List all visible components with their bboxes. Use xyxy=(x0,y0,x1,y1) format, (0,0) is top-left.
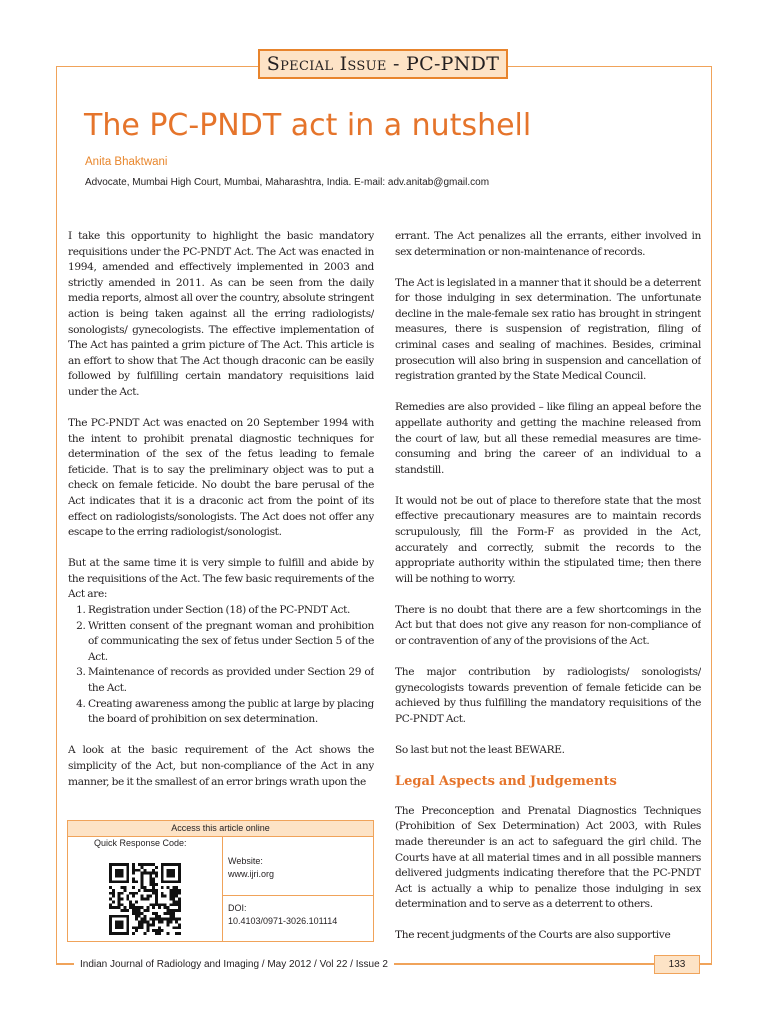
doi-cell xyxy=(222,895,374,941)
page-footer xyxy=(56,955,712,974)
qr-label: Quick Response Code: xyxy=(94,838,187,848)
left-column xyxy=(68,229,374,814)
access-box-heading: Access this article online xyxy=(68,821,373,837)
body-paragraph: The major contribution by radiologists/ sonologists/ gynecologists towards prevention of female feticide can be achieved by thus fulfilling the mandatory requisitions of the PC-PNDT Act. xyxy=(395,666,701,725)
body-paragraph: The Act is legislated in a manner that it should be a deterrent for those indulging in sex determination. The unfortunate decline in the male-female sex ratio has brought in stringent measures, there is suspension of registration, filing of criminal cases and sealing of machines. Besides, criminal prosecution will also bring in suspension and cancellation of registration granted by the State Medical Council. xyxy=(395,276,701,383)
body-paragraph: Remedies are also provided – like filing an appeal before the appellate authority and getting the machine released from the court of law, but all these remedial measures are time-consuming and bring the career of an individual to a standstill. xyxy=(395,401,701,476)
body-paragraph: The PC-PNDT Act was enacted on 20 September 1994 with the intent to prohibit prenatal diagnostic techniques for determination of the sex of the fetus leading to female feticide. That is to say the preliminary object was to put a check on female feticide. No doubt the bare perusal of the Act indicates that it is a draconic act from the point of its effect on radiologists/sonologists. The Act does not offer any escape to the erring radiologist/sonologist. xyxy=(68,417,374,539)
body-paragraph: The Preconception and Prenatal Diagnostics Techniques (Prohibition of Sex Determination) Act 2003, with Rules made thereunder is an act to safeguard the girl child. The Courts have at all material times and in all possible manners delivered judgments indicating therefore that the PC-PNDT Act is actually a whip to penalize those indulging in sex determination and to serve as a deterrent to others. xyxy=(395,804,701,911)
requirements-list xyxy=(68,603,374,728)
body-paragraph: It would not be out of place to therefore state that the most effective precautionary measures are to maintain records scrupulously, fill the Form-F as provided in the Act, accurately and correctly, submit the records to the appropriate authority within the stipulated time; then there will be nothing to worry. xyxy=(395,494,701,585)
body-paragraph: errant. The Act penalizes all the errants, either involved in sex determination or non-maintenance of records. xyxy=(395,230,701,258)
journal-citation: Indian Journal of Radiology and Imaging / May 2012 / Vol 22 / Issue 2 xyxy=(74,955,394,974)
access-article-box xyxy=(67,820,374,942)
author-affiliation: Advocate, Mumbai High Court, Mumbai, Maharashtra, India. E-mail: adv.anitab@gmail.com xyxy=(85,177,490,188)
author-name: Anita Bhaktwani xyxy=(85,156,168,168)
body-paragraph: There is no doubt that there are a few shortcomings in the Act but that does not give any reason for non-compliance of or contravention of any of the provisions of the Act. xyxy=(395,603,701,648)
qr-code-icon[interactable] xyxy=(109,863,181,935)
page-number: 133 xyxy=(654,955,700,974)
body-paragraph: But at the same time it is very simple to fulfill and abide by the requisitions of the Act. The few basic requirements of the Act are: xyxy=(68,557,374,601)
body-paragraph: A look at the basic requirement of the Act shows the simplicity of the Act, but non-compliance of the Act in any manner, be it the smallest of an error brings wrath upon the xyxy=(68,744,374,788)
article-title: The PC-PNDT act in a nutshell xyxy=(84,108,532,143)
section-heading: Legal Aspects and Judgements xyxy=(395,774,617,790)
body-paragraph: The recent judgments of the Courts are also supportive xyxy=(395,929,671,942)
website-cell xyxy=(228,855,274,881)
list-item: 3. Maintenance of records as provided under Section 29 of the Act. xyxy=(88,665,374,696)
list-item: 2. Written consent of the pregnant woman and prohibition of communicating the sex of fetus under Section 5 of the Act. xyxy=(88,619,374,666)
doi-value[interactable]: 10.4103/0971-3026.101114 xyxy=(228,916,338,926)
right-column xyxy=(395,229,701,949)
list-item: 1. Registration under Section (18) of the PC-PNDT Act. xyxy=(88,603,374,619)
website-link[interactable]: www.ijri.org xyxy=(228,869,275,879)
body-paragraph: So last but not the least BEWARE. xyxy=(395,744,565,757)
qr-cell xyxy=(68,837,223,941)
section-tag: Special Issue - PC-PNDT xyxy=(258,49,508,79)
website-label: Website: xyxy=(228,856,263,866)
list-item: 4. Creating awareness among the public at large by placing the board of prohibition on sex determination. xyxy=(88,697,374,728)
doi-label: DOI: xyxy=(228,903,247,913)
body-paragraph: I take this opportunity to highlight the basic mandatory requisitions under the PC-PNDT Act. The Act was enacted in 1994, amended and effectively implemented in 2003 and strictly amended in 2011. As can be seen from the daily media reports, almost all over the country, absolute stringent action is being taken against all the erring radiologists/ sonologists/ gynecologists. The effective implementation of The Act has painted a grim picture of The Act. This article is an effort to show that The Act though draconic can be easily followed by fulfilling certain mandatory requisitions laid under the Act. xyxy=(68,230,374,398)
